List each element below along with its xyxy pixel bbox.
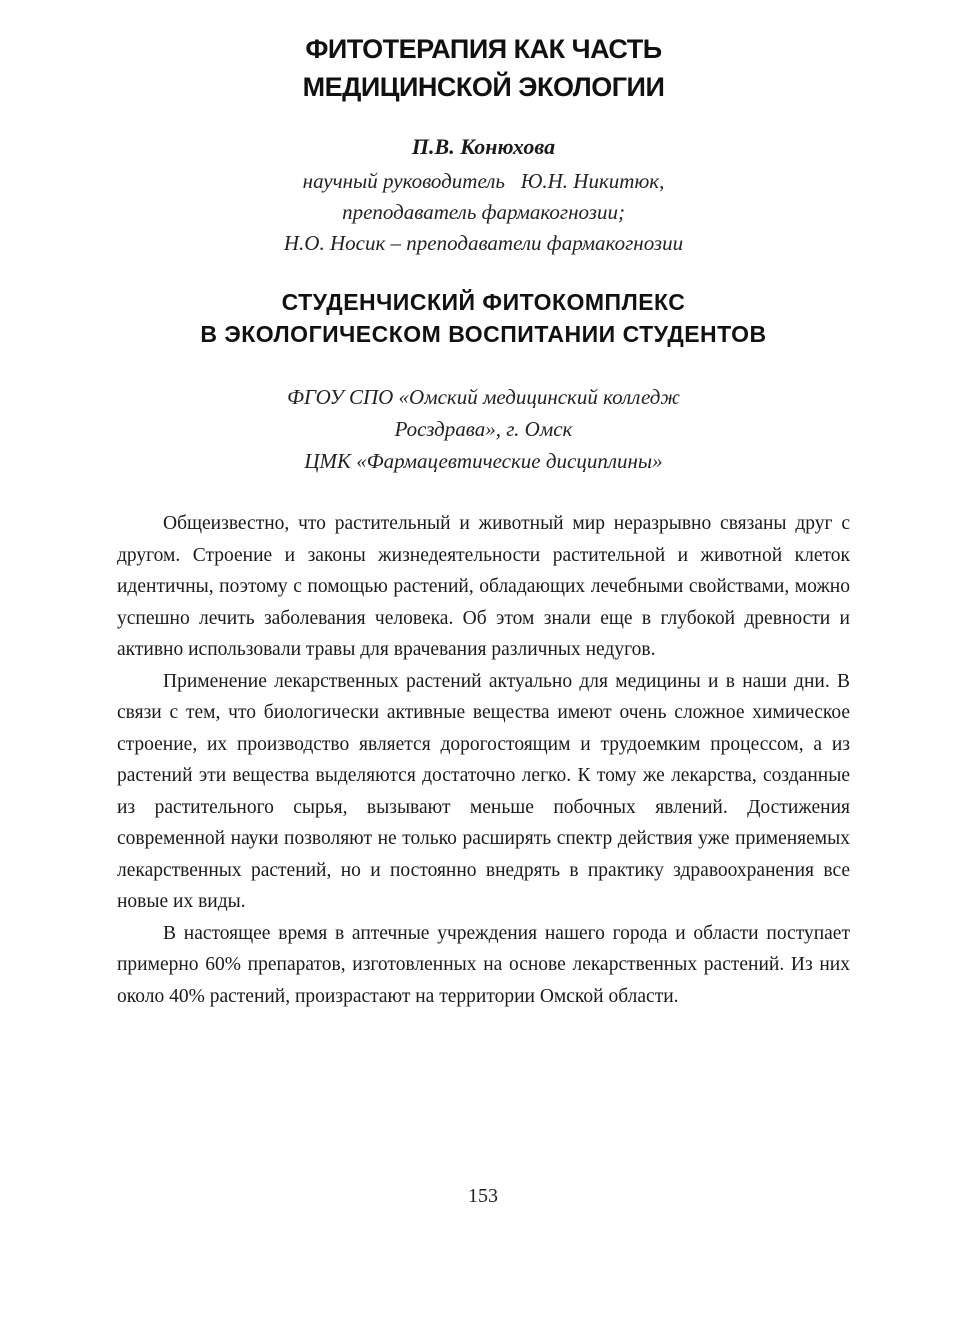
supervisor-line-2: преподаватель фармакогнозии; xyxy=(342,200,625,224)
supervisor-line-3: Н.О. Носик – преподаватели фармакогнозии xyxy=(283,231,684,255)
body-paragraph-3: В настоящее время в аптечные учреждения нашего города и области поступает примерно 60% препаратов, изготовленных на основе лекарственных растений. Из них около 40% растений, произрастают на территории Омской области. xyxy=(117,922,850,1007)
article-body xyxy=(117,508,850,1012)
body-paragraph-2: Применение лекарственных растений актуально для медицины и в наши дни. В связи с тем, что биологически активные вещества имеют очень сложное химическое строение, их производство является дорогостоящим и трудоемким процессом, а из растений эти вещества выделяются достаточно легко. К тому же лекарства, созданные из растительного сырья, вызывают меньше побочных явлений. Достижения современной науки позволяют не только расширять спектр действия уже применяемых лекарственных растений, но и постоянно внедрять в практику здравоохранения все новые их виды. xyxy=(117,670,850,912)
author-name: П.В. Конюхова xyxy=(411,134,556,159)
page-number: 153 xyxy=(468,1185,498,1207)
article-title-line-2: В ЭКОЛОГИЧЕСКОМ ВОСПИТАНИИ СТУДЕНТОВ xyxy=(200,321,767,347)
institution-line-2: Росздрава», г. Омск xyxy=(394,417,573,441)
institution-line-3: ЦМК «Фармацевтические дисциплины» xyxy=(304,449,663,473)
section-title-line-2: МЕДИЦИНСКОЙ ЭКОЛОГИИ xyxy=(302,72,665,102)
article-title xyxy=(100,286,867,350)
institution-line-1: ФГОУ СПО «Омский медицинский колледж xyxy=(287,385,680,409)
supervisor-line-1: научный руководитель Ю.Н. Никитюк, xyxy=(302,169,665,193)
institution-block xyxy=(150,381,817,477)
body-paragraph-1: Общеизвестно, что растительный и животный мир неразрывно связаны друг с другом. Строение и законы жизнедеятельности растительной и животной клеток идентичны, поэтому с помощью растений, обладающих лечебными свойствами, можно успешно лечить заболевания человека. Об этом знали еще в глубокой древности и активно использовали травы для врачевания различных недугов. xyxy=(117,513,850,660)
article-title-line-1: СТУДЕНЧИСКИЙ ФИТОКОМПЛЕКС xyxy=(281,289,686,315)
section-title xyxy=(120,30,847,106)
supervisors-block xyxy=(150,166,817,259)
section-title-line-1: ФИТОТЕРАПИЯ КАК ЧАСТЬ xyxy=(305,34,662,64)
